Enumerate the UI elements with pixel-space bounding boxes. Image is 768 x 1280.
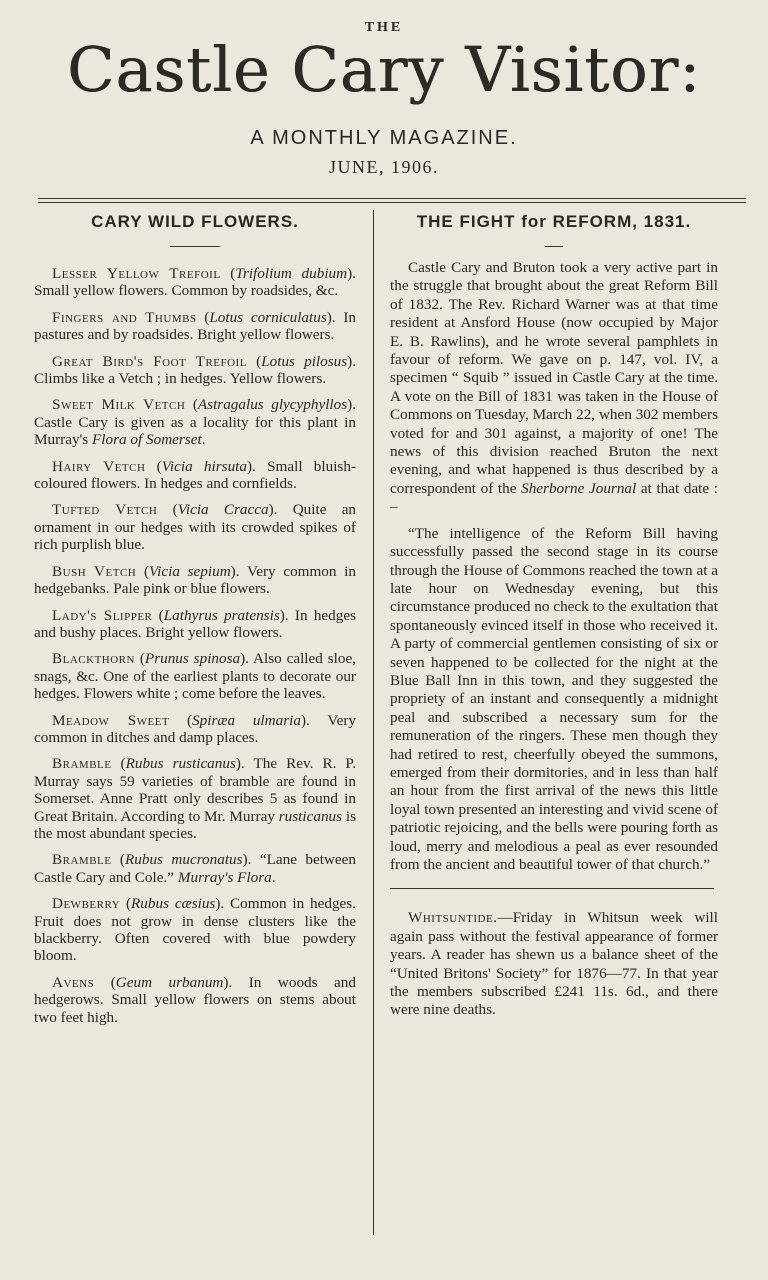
- flower-description: The Rev. R. P. Murray says 59 varieties of bramble are found in Somerset. Anne Pratt only describes 5 as found in Great Britain. According to Mr. Murray: [34, 755, 356, 825]
- flower-description: Small bluish-coloured flowers. In hedges and cornfields.: [34, 457, 356, 493]
- header-rule-double: [38, 202, 746, 203]
- whitsuntide-text: —Friday in Whitsun week will again pass without the festival appearance of former years. A reader has shewn us a balance sheet of the “United Britons' Society” for 1876—77. In that year the members subscribed £241 11s. 6d., and there were nine deaths.: [390, 909, 718, 1019]
- flower-entry: Hairy Vetch (Vicia hirsuta). Small bluish-coloured flowers. In hedges and cornfields.: [34, 457, 356, 493]
- flower-entry: Dewberry (Rubus cæsius). Common in hedges. Fruit does not grow in dense clusters like the blackberry. Often covered with blue powdery bloom.: [34, 895, 357, 965]
- flower-name: Sweet Milk Vetch: [52, 396, 186, 414]
- flower-name: Fingers and Thumbs: [52, 308, 197, 326]
- flower-description: “Lane between Castle Cary and Cole.”: [34, 851, 357, 886]
- flower-name: Dewberry: [52, 895, 121, 913]
- flower-description-end: .: [201, 431, 206, 449]
- flower-description: Common in hedges. Fruit does not grow in dense clusters like the blackberry. Often covered with blue powdery bloom.: [34, 895, 357, 965]
- flower-list: [34, 265, 356, 1026]
- flower-description: Also called sloe, snags, &c. One of the earliest plants to decorate our hedges. Flowers white ; come before the leaves.: [34, 650, 356, 703]
- latin-name: Vicia hirsuta: [161, 457, 247, 475]
- flower-name: Bramble: [52, 755, 112, 773]
- flower-entry: Lady's Slipper (Lathyrus pratensis). In hedges and bushy places. Bright yellow flowers.: [34, 606, 357, 641]
- reform-paragraph: [390, 259, 718, 517]
- reform-quote: “The intelligence of the Reform Bill having successfully passed the second stage in its course through the House of Commons reached the town at a late hour on Wednesday evening, but this circumstance produced no check to the exultation that spontaneously evinced itself in those who received it. A party of commercial gentlemen consisting of six or seven happened to be collected for the night at the Blue Ball Inn in this town, and they suggested the propriety of an instant and consequently a midnight peal and subscribed a necessary sum for the remuneration of the ringers. These men though they had retired to rest, cheerfully obeyed the summons, emerged from their dormitories, and in less than half an hour from the first arrival of the news this little loyal town presented an interesting and vivid scene of patriotic rejoicing, and the bells were pouring forth as loud, merry and melodious a peal as ever resounded from the ancient and beautiful tower of that church.”: [390, 524, 718, 873]
- flower-entry: Bramble (Rubus rusticanus). The Rev. R. P. Murray says 59 varieties of bramble are found in Somerset. Anne Pratt only describes 5 as found in Great Britain. According to Mr. Murray rusticanus is the most abundant species.: [34, 755, 357, 842]
- heading-rule: [170, 246, 220, 247]
- flower-reference: Murray's Flora: [177, 868, 272, 886]
- flower-entry: Great Bird's Foot Trefoil (Lotus pilosus). Climbs like a Vetch ; in hedges. Yellow flowers.: [34, 352, 357, 388]
- flower-description: Quite an ornament in our hedges with its crowded spikes of rich purplish blue.: [34, 501, 357, 554]
- masthead-the: THE: [364, 20, 404, 35]
- latin-name: Geum urbanum: [115, 973, 224, 991]
- flower-name: Meadow Sweet: [52, 711, 170, 729]
- latin-name: Prunus spinosa: [144, 650, 241, 668]
- flower-name: Lady's Slipper: [52, 606, 153, 624]
- flower-name: Great Bird's Foot Trefoil: [52, 352, 247, 370]
- reform-heading: THE FIGHT for REFORM, 1831.: [416, 212, 692, 231]
- newspaper-name: Sherborne Journal: [521, 479, 637, 497]
- latin-name: Astragalus glycyphyllos: [197, 396, 348, 414]
- flower-description: Very common in hedgebanks. Pale pink or blue flowers.: [34, 562, 356, 598]
- issue-date: JUNE, 1906.: [329, 157, 439, 177]
- flower-entry: Lesser Yellow Trefoil (Trifolium dubium). Small yellow flowers. Common by roadsides, &c.: [34, 265, 356, 300]
- latin-name: Lotus corniculatus: [209, 308, 327, 326]
- flower-entry: Avens (Geum urbanum). In woods and hedgerows. Small yellow flowers on stems about two feet high.: [34, 973, 356, 1026]
- flower-description: Castle Cary is given as a locality for this plant in Murray's: [34, 413, 356, 449]
- header-rule: [38, 198, 746, 199]
- flower-description: Climbs like a Vetch ; in hedges. Yellow flowers.: [34, 370, 327, 388]
- flower-reference: rusticanus: [278, 807, 343, 825]
- section-rule: [390, 888, 714, 889]
- flower-reference: Flora of Somerset: [92, 431, 202, 449]
- flower-entry: Bramble (Rubus mucronatus). “Lane between Castle Cary and Cole.” Murray's Flora.: [34, 851, 357, 886]
- latin-name: Lotus pilosus: [261, 352, 348, 370]
- flower-name: Lesser Yellow Trefoil: [52, 265, 221, 282]
- flower-description: In pastures and by roadsides. Bright yellow flowers.: [34, 308, 356, 344]
- latin-name: Rubus mucronatus: [124, 851, 243, 869]
- column-divider: [373, 210, 374, 1235]
- latin-name: Rubus cæsius: [131, 895, 216, 913]
- flower-description: Very common in ditches and damp places.: [34, 711, 356, 746]
- flower-description: In woods and hedgerows. Small yellow flowers on stems about two feet high.: [34, 973, 356, 1026]
- flower-name: Bramble: [52, 851, 112, 869]
- masthead-title: Castle Cary Visitor:: [66, 33, 702, 106]
- flower-name: Blackthorn: [52, 650, 135, 668]
- flower-name: Bush Vetch: [52, 562, 137, 580]
- latin-name: Vicia sepium: [149, 562, 231, 580]
- heading-dash: [545, 246, 563, 247]
- latin-name: Vicia Cracca: [177, 501, 269, 519]
- latin-name: Spiræa ulmaria: [192, 711, 301, 729]
- masthead-subtitle: A MONTHLY MAGAZINE.: [250, 127, 518, 149]
- flower-description: In hedges and bushy places. Bright yellow flowers.: [34, 606, 357, 641]
- reform-text: Castle Cary and Bruton took a very active part in the struggle that brought about the great Reform Bill of 1832. The Rev. Richard Warner was at that time resident at Ansford House (now occupied by Major E. B. Rawlins), and he wrote several pamphlets in favour of reform. We gave on p. 147, vol. IV, a specimen “ Squib ” issued in Castle Cary at the time. A vote on the Bill of 1831 was taken in the House of Commons on Tuesday, March 22, when 302 members voted for and 301 against, a majority of one! The news of this division reached Bruton the next evening, and what happened is thus described by a correspondent of the: [390, 259, 718, 497]
- flower-description-end: .: [271, 868, 276, 886]
- latin-name: Lathyrus pratensis: [163, 606, 280, 624]
- reform-text-end: at that date : –: [390, 479, 718, 516]
- whitsuntide-paragraph: [390, 909, 718, 1019]
- flower-entry: Fingers and Thumbs (Lotus corniculatus). In pastures and by roadsides. Bright yellow flowers.: [34, 308, 356, 344]
- wild-flowers-heading: CARY WILD FLOWERS.: [91, 212, 299, 231]
- flower-entry: Sweet Milk Vetch (Astragalus glycyphyllos). Castle Cary is given as a locality for this plant in Murray's Flora of Somerset.: [34, 396, 357, 449]
- flower-name: Hairy Vetch: [52, 457, 146, 475]
- flower-name: Avens: [52, 973, 95, 991]
- flower-entry: Blackthorn (Prunus spinosa). Also called sloe, snags, &c. One of the earliest plants to decorate our hedges. Flowers white ; come before the leaves.: [34, 650, 356, 703]
- whitsuntide-title: Whitsuntide.: [408, 909, 498, 927]
- flower-name: Tufted Vetch: [52, 501, 158, 519]
- flower-entry: Meadow Sweet (Spiræa ulmaria). Very common in ditches and damp places.: [34, 711, 356, 746]
- flower-entry: Tufted Vetch (Vicia Cracca). Quite an ornament in our hedges with its crowded spikes of rich purplish blue.: [34, 501, 357, 554]
- flower-entry: Bush Vetch (Vicia sepium). Very common in hedgebanks. Pale pink or blue flowers.: [34, 562, 356, 598]
- flower-description-end: is the most abundant species.: [34, 807, 357, 842]
- left-column: [34, 210, 356, 1035]
- right-column: [390, 210, 718, 1020]
- latin-name: Trifolium dubium: [235, 265, 348, 282]
- flower-description: Small yellow flowers. Common by roadsides, &c.: [34, 282, 339, 300]
- latin-name: Rubus rusticanus: [125, 755, 236, 773]
